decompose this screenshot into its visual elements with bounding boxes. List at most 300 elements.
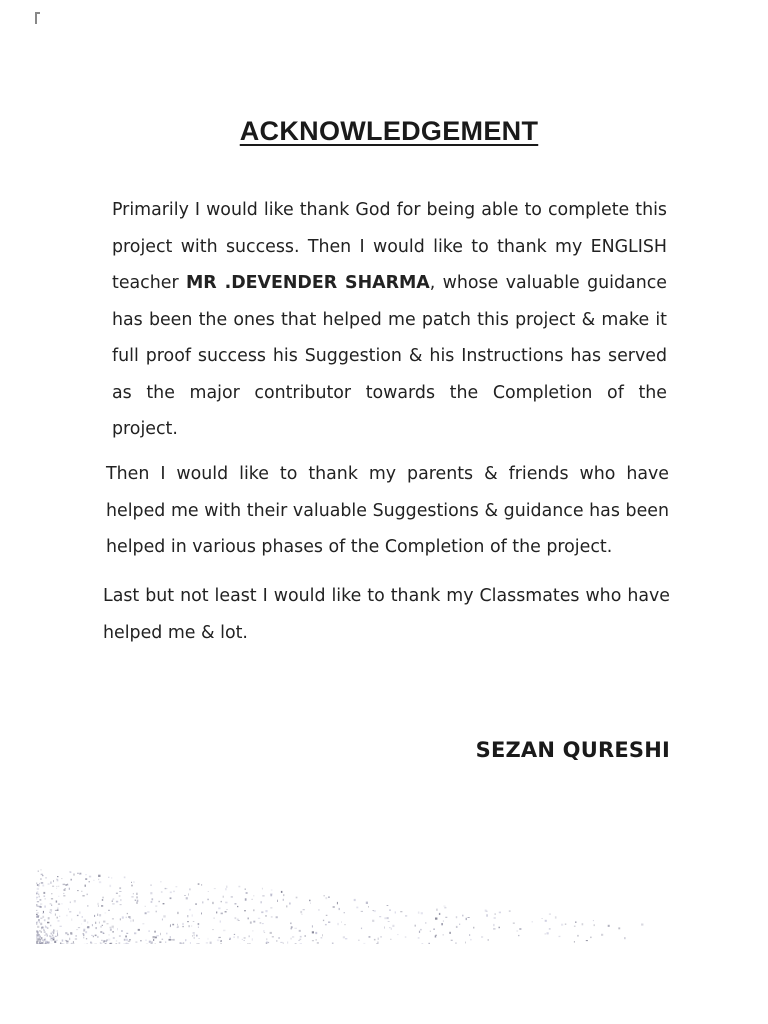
scan-speck — [47, 935, 49, 937]
scan-speck — [44, 906, 46, 908]
scan-speck — [74, 900, 76, 902]
paragraph-thanks-classmates — [103, 578, 670, 651]
scan-speck — [120, 904, 122, 905]
scan-speck — [220, 943, 222, 944]
scan-speck — [39, 921, 40, 923]
scan-speck — [100, 942, 102, 944]
scan-speck — [188, 893, 189, 895]
scan-speck — [456, 916, 457, 918]
scan-speck — [53, 933, 55, 934]
scan-speck — [300, 911, 302, 913]
scan-speck — [37, 934, 38, 936]
text-line: Last but not least I would like to thank my Classmates who have — [103, 586, 670, 606]
scan-speck — [555, 916, 557, 918]
scan-speck — [36, 922, 38, 923]
scan-speck — [187, 921, 189, 922]
scan-speck — [81, 891, 82, 892]
scan-speck — [192, 935, 193, 936]
scan-speck — [140, 940, 142, 941]
scan-speck — [136, 902, 137, 904]
scan-speck — [57, 876, 58, 877]
text-line-teacher — [112, 265, 667, 302]
scan-speck — [60, 926, 62, 927]
text-line: helped in various phases of the Completion of the project. — [106, 537, 613, 557]
scan-speck — [142, 923, 144, 924]
scan-speck — [157, 935, 159, 936]
scan-speck — [266, 942, 267, 944]
scan-speck — [95, 922, 96, 924]
scan-speck — [196, 935, 198, 937]
scan-speck — [40, 899, 42, 900]
scan-speck — [57, 940, 58, 942]
scan-speck — [60, 943, 61, 945]
scan-speck — [166, 888, 167, 889]
scan-speck — [278, 937, 280, 939]
scan-speck — [339, 908, 340, 910]
scan-speck — [133, 893, 134, 894]
scan-speck — [70, 872, 72, 873]
scan-speck — [442, 923, 443, 925]
scan-speck — [369, 936, 371, 938]
scan-speck — [214, 888, 216, 889]
scan-speck — [57, 879, 59, 881]
scan-speck — [435, 935, 437, 936]
scan-speck — [107, 923, 109, 924]
scan-speck — [83, 937, 84, 939]
scan-speck — [377, 942, 379, 944]
scan-speck — [253, 921, 255, 923]
scan-speck — [618, 927, 620, 929]
scan-speck — [57, 931, 58, 932]
scan-speck — [310, 903, 311, 904]
scan-speck — [210, 942, 212, 944]
scan-speck — [42, 926, 43, 928]
scan-speck — [73, 941, 74, 943]
scan-speck — [36, 910, 37, 911]
scan-speck — [582, 923, 584, 925]
scan-speck — [192, 914, 193, 916]
scan-speck — [66, 941, 68, 943]
scan-speck — [218, 937, 219, 938]
scan-speck — [261, 911, 263, 913]
scan-speck — [532, 921, 533, 923]
scan-speck — [91, 935, 93, 936]
scan-speck — [90, 942, 92, 944]
scan-speck — [198, 943, 200, 944]
scan-speck — [41, 927, 43, 929]
scan-speck — [361, 911, 363, 912]
scan-speck — [36, 893, 38, 894]
scan-speck — [516, 931, 518, 932]
scan-speck — [131, 896, 133, 898]
scan-speck — [270, 894, 272, 896]
scan-speck — [110, 927, 112, 929]
scan-speck — [263, 930, 265, 931]
scan-speck — [291, 938, 292, 940]
scan-speck — [170, 925, 171, 927]
scan-speck — [542, 918, 543, 919]
scan-speck — [53, 880, 54, 882]
scan-speck — [231, 896, 233, 897]
scan-speck — [44, 930, 45, 931]
scan-speck — [299, 939, 301, 940]
scan-speck — [37, 884, 38, 886]
scan-speck — [253, 895, 254, 896]
scan-speck — [44, 920, 46, 921]
scan-speck — [262, 923, 264, 924]
scan-speck — [439, 913, 440, 915]
scan-speck — [251, 899, 253, 900]
scan-speck — [470, 939, 471, 941]
scan-speck — [162, 939, 164, 940]
scan-speck — [590, 937, 591, 939]
scan-speck — [565, 924, 567, 925]
scan-speck — [50, 936, 52, 938]
scan-speck — [270, 907, 272, 908]
scan-speck — [212, 902, 213, 904]
scan-speck — [76, 929, 78, 930]
scan-speck — [202, 901, 203, 903]
scan-speck — [323, 920, 324, 921]
scan-speck — [170, 892, 172, 894]
scan-speck — [87, 921, 88, 923]
scan-speck — [124, 939, 126, 941]
scan-speck — [395, 911, 396, 913]
scan-speck — [229, 939, 230, 940]
scan-speck — [312, 940, 314, 941]
scan-speck — [41, 942, 43, 943]
scan-speck — [193, 934, 195, 935]
scan-speck — [283, 942, 284, 944]
scan-speck — [493, 924, 494, 926]
scan-speck — [98, 875, 100, 877]
scan-speck — [391, 928, 392, 930]
scan-speck — [75, 939, 77, 940]
scan-speck — [77, 915, 79, 916]
scan-speck — [113, 898, 114, 899]
scan-speck — [225, 902, 227, 904]
scan-speck — [305, 935, 306, 937]
scan-speck — [169, 939, 171, 941]
scan-speck — [126, 917, 127, 918]
scan-speck — [420, 929, 422, 931]
scan-speck — [486, 911, 488, 912]
scan-speck — [268, 942, 270, 943]
scan-speck — [48, 943, 50, 944]
scan-speck — [225, 888, 227, 890]
scan-speck — [586, 940, 588, 941]
scan-speck — [601, 934, 603, 936]
scan-speck — [443, 920, 444, 922]
scan-speck — [75, 935, 77, 936]
scan-speck — [37, 891, 39, 893]
scan-speck — [98, 905, 99, 906]
scan-speck — [468, 917, 470, 918]
scan-speck — [180, 942, 182, 944]
scan-speck — [56, 888, 57, 889]
scan-speck — [212, 929, 213, 930]
scan-speck — [444, 907, 446, 909]
scan-speck — [117, 928, 118, 930]
scan-speck — [100, 931, 102, 933]
scan-speck — [71, 943, 72, 944]
scan-speck — [38, 894, 39, 896]
scan-speck — [265, 915, 266, 917]
scan-speck — [37, 940, 39, 941]
scan-speck — [108, 910, 110, 911]
scan-speck — [266, 941, 268, 943]
scan-speck — [163, 915, 165, 917]
scan-speck — [51, 938, 53, 939]
scan-speck — [44, 939, 45, 941]
scan-speck — [177, 924, 178, 926]
scan-speck — [473, 927, 474, 929]
scan-speck — [103, 921, 105, 923]
paragraph-thanks-parents — [106, 456, 669, 566]
scan-speck — [265, 910, 267, 912]
scan-speck — [185, 939, 187, 941]
scan-speck — [380, 936, 382, 937]
scan-speck — [238, 920, 239, 921]
scan-speck — [425, 922, 426, 923]
scan-speck — [194, 937, 196, 939]
scan-speck — [50, 939, 51, 940]
scan-speck — [50, 882, 52, 884]
scan-speck — [518, 935, 519, 936]
scan-speck — [245, 898, 247, 900]
teacher-name: MR .DEVENDER SHARMA — [186, 273, 430, 293]
scan-speck — [198, 927, 199, 929]
scan-speck — [422, 943, 424, 944]
scan-speck — [43, 911, 44, 913]
scan-speck — [193, 921, 195, 922]
scan-speck — [262, 895, 264, 896]
scan-speck — [290, 923, 292, 925]
scan-speck — [545, 920, 547, 922]
scan-speck — [125, 943, 127, 944]
scan-speck — [36, 897, 38, 898]
scan-speck — [124, 877, 126, 879]
scan-speck — [92, 924, 93, 926]
scan-speck — [36, 893, 37, 895]
scan-speck — [280, 942, 282, 943]
scan-speck — [52, 886, 54, 887]
scan-speck — [46, 926, 48, 928]
scan-speck — [48, 942, 50, 944]
scan-speck — [85, 878, 87, 880]
scan-speck — [132, 885, 133, 887]
scan-speck — [39, 943, 41, 944]
scan-speck — [235, 917, 237, 919]
scan-speck — [45, 919, 46, 921]
scan-speck — [51, 898, 53, 900]
scan-speck — [36, 938, 37, 940]
scan-speck — [62, 940, 64, 942]
scan-speck — [198, 938, 199, 939]
scan-speck — [87, 926, 89, 928]
scan-speck — [400, 911, 402, 912]
scan-speck — [303, 909, 305, 910]
scan-speck — [42, 885, 44, 887]
scan-speck — [48, 883, 50, 885]
scan-speck — [41, 882, 43, 884]
scan-speck — [72, 943, 74, 944]
scan-speck — [138, 929, 140, 931]
scan-speck — [405, 936, 407, 938]
scan-speck — [69, 911, 71, 912]
scan-speck — [61, 878, 62, 879]
scan-speck — [42, 916, 44, 918]
scan-speck — [45, 926, 46, 928]
scan-speck — [51, 934, 52, 935]
scan-speck — [317, 942, 319, 943]
text-line: Primarily I would like thank God for being able to complete this — [112, 200, 667, 220]
scan-speck — [44, 895, 46, 897]
scan-speck — [559, 936, 561, 937]
scan-speck — [281, 891, 283, 893]
scan-speck — [89, 881, 91, 882]
scan-speck — [83, 934, 84, 936]
scan-speck — [361, 928, 362, 930]
scan-speck — [61, 903, 62, 904]
scan-speck — [97, 914, 98, 916]
scan-speck — [105, 943, 107, 944]
scan-speck — [462, 915, 464, 917]
scan-noise — [36, 868, 676, 944]
scan-speck — [69, 938, 70, 940]
scan-speck — [131, 882, 132, 883]
scan-speck — [37, 921, 39, 922]
scan-speck — [85, 874, 86, 875]
scan-speck — [43, 892, 45, 894]
scan-speck — [36, 904, 37, 906]
scan-speck — [170, 897, 172, 899]
scan-speck — [45, 942, 47, 944]
scan-speck — [389, 927, 390, 928]
scan-speck — [96, 927, 97, 929]
scan-speck — [49, 912, 50, 913]
scan-speck — [201, 884, 202, 885]
scan-speck — [165, 888, 167, 889]
scan-speck — [451, 940, 453, 941]
scan-speck — [270, 932, 272, 934]
scan-speck — [443, 906, 445, 907]
scan-speck — [53, 939, 55, 941]
scan-speck — [39, 906, 41, 907]
scan-speck — [36, 914, 38, 915]
scan-speck — [178, 926, 179, 928]
scan-speck — [128, 916, 130, 917]
scan-speck — [110, 943, 112, 944]
scan-speck — [63, 893, 64, 894]
scan-speck — [106, 940, 107, 941]
scan-speck — [387, 905, 389, 906]
scan-speck — [312, 931, 314, 933]
scan-speck — [45, 877, 47, 878]
scan-speck — [221, 940, 222, 942]
scan-speck — [56, 901, 57, 903]
scan-speck — [358, 940, 359, 941]
scan-speck — [112, 899, 113, 901]
scan-speck — [155, 943, 156, 944]
scan-speck — [36, 914, 38, 915]
scan-speck — [50, 925, 51, 927]
scan-speck — [133, 919, 134, 921]
scan-speck — [36, 936, 38, 937]
scan-speck — [45, 943, 47, 944]
text-line: project. — [112, 419, 178, 439]
scan-speck — [221, 901, 222, 902]
signature-name: SEZAN QURESHI — [475, 738, 670, 762]
scan-speck — [86, 938, 87, 939]
scan-speck — [465, 942, 466, 944]
scan-speck — [69, 888, 70, 890]
scan-speck — [253, 909, 255, 911]
scan-speck — [436, 909, 438, 911]
scan-speck — [189, 925, 190, 927]
scan-speck — [469, 934, 470, 936]
scan-speck — [248, 935, 250, 937]
scan-speck — [47, 928, 48, 929]
scan-speck — [151, 941, 152, 943]
scan-speck — [488, 939, 489, 941]
scan-speck — [137, 900, 139, 902]
scan-speck — [486, 914, 488, 916]
scan-speck — [36, 883, 37, 885]
scan-speck — [41, 869, 42, 870]
scan-speck — [418, 937, 420, 938]
scan-speck — [549, 928, 551, 929]
scan-speck — [39, 930, 40, 931]
scan-speck — [225, 911, 227, 912]
scan-speck — [226, 886, 228, 888]
scan-speck — [421, 912, 423, 914]
scan-speck — [286, 905, 287, 907]
scan-speck — [206, 942, 208, 943]
scan-speck — [130, 920, 131, 922]
scan-speck — [128, 941, 130, 942]
scan-speck — [341, 922, 342, 923]
scan-speck — [36, 937, 38, 938]
scan-speck — [71, 879, 72, 881]
scan-speck — [252, 938, 253, 940]
scan-speck — [51, 940, 53, 942]
scan-speck — [112, 943, 113, 944]
scan-speck — [100, 926, 102, 928]
scan-speck — [41, 931, 42, 933]
scan-speck — [291, 928, 292, 929]
scan-speck — [388, 921, 390, 922]
scan-speck — [435, 918, 437, 920]
scan-speck — [160, 933, 161, 935]
scan-speck — [105, 913, 107, 914]
scan-speck — [96, 943, 97, 944]
scan-speck — [198, 883, 200, 884]
teacher-suffix: , whose valuable guidance — [429, 273, 667, 293]
scan-speck — [321, 937, 323, 938]
scan-speck — [112, 918, 114, 919]
scan-speck — [163, 903, 165, 904]
scan-speck — [271, 889, 273, 890]
scan-speck — [109, 943, 111, 944]
scan-speck — [292, 937, 294, 938]
scan-speck — [69, 871, 70, 872]
scan-speck — [419, 931, 420, 933]
scan-speck — [300, 936, 302, 938]
scan-speck — [245, 888, 246, 890]
scan-speck — [443, 934, 444, 935]
scan-speck — [102, 925, 103, 926]
